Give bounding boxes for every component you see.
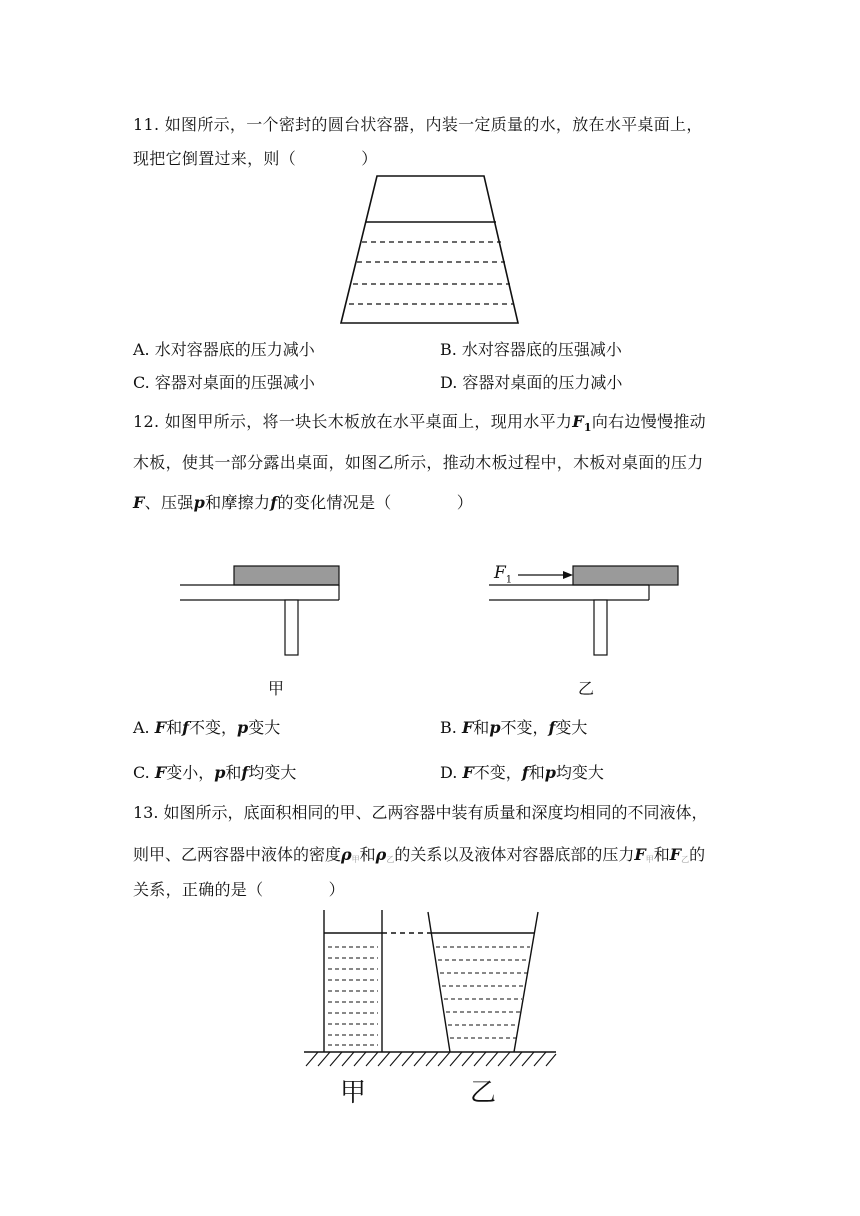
q11-stem-line1: 11. 如图所示，一个密封的圆台状容器，内装一定质量的水，放在水平桌面上， — [133, 115, 703, 134]
q12-caption-jia: 甲 — [268, 679, 285, 698]
q13-containers-figure — [304, 910, 556, 1066]
q12-arrow-label: $F_1$ — [494, 563, 513, 586]
q12-option-c[interactable]: C. F变小，p和f均变大 — [133, 763, 297, 782]
q13-stem-line1: 13. 如图所示，底面积相同的甲、乙两容器中装有质量和深度均相同的不同液体， — [133, 803, 708, 822]
q11-option-a[interactable]: A. 水对容器底的压力减小 — [133, 340, 315, 359]
q12-option-a[interactable]: A. F和f不变，p变大 — [133, 718, 281, 737]
q12-figure-jia — [180, 566, 339, 655]
q12-stem-line1: 12. 如图甲所示，将一块长木板放在水平桌面上，现用水平力$F_1$向右边慢慢推动 — [133, 412, 706, 435]
q12-option-b[interactable]: B. F和p不变，f变大 — [440, 718, 588, 737]
q12-figure-yi — [489, 566, 678, 655]
q13-stem-line2: 则甲、乙两容器中液体的密度$\rho_甲$和$\rho_乙$的关系以及液体对容器底部的压力$F_甲$和$F_乙$的 — [133, 845, 706, 864]
q12-yi-board — [573, 566, 678, 585]
q11-option-c[interactable]: C. 容器对桌面的压强减小 — [133, 373, 315, 392]
q13-caption-jia: 甲 — [340, 1078, 367, 1108]
q11-frustum-container — [341, 176, 518, 323]
q13-ground-hatch — [306, 1052, 556, 1066]
q13-caption-yi: 乙 — [470, 1078, 497, 1108]
q11-option-d[interactable]: D. 容器对桌面的压力减小 — [440, 373, 623, 392]
q12-caption-yi: 乙 — [578, 679, 595, 698]
q12-jia-table-leg — [285, 600, 298, 655]
q12-jia-board — [234, 566, 339, 585]
q13-liquid-dashes — [328, 947, 530, 1045]
q12-stem-line2: 木板，使其一部分露出桌面，如图乙所示，推动木板过程中，木板对桌面的压力 — [133, 453, 704, 472]
q12-stem-line3: F、压强p和摩擦力f的变化情况是（ ） — [133, 493, 474, 512]
q11-option-b[interactable]: B. 水对容器底的压强减小 — [440, 340, 622, 359]
q13-stem-line3: 关系，正确的是（ ） — [133, 880, 345, 899]
q12-option-d[interactable]: D. F不变，f和p均变大 — [440, 763, 604, 782]
q11-stem-line2: 现把它倒置过来，则（ ） — [133, 149, 378, 168]
q12-yi-table-leg — [594, 600, 607, 655]
